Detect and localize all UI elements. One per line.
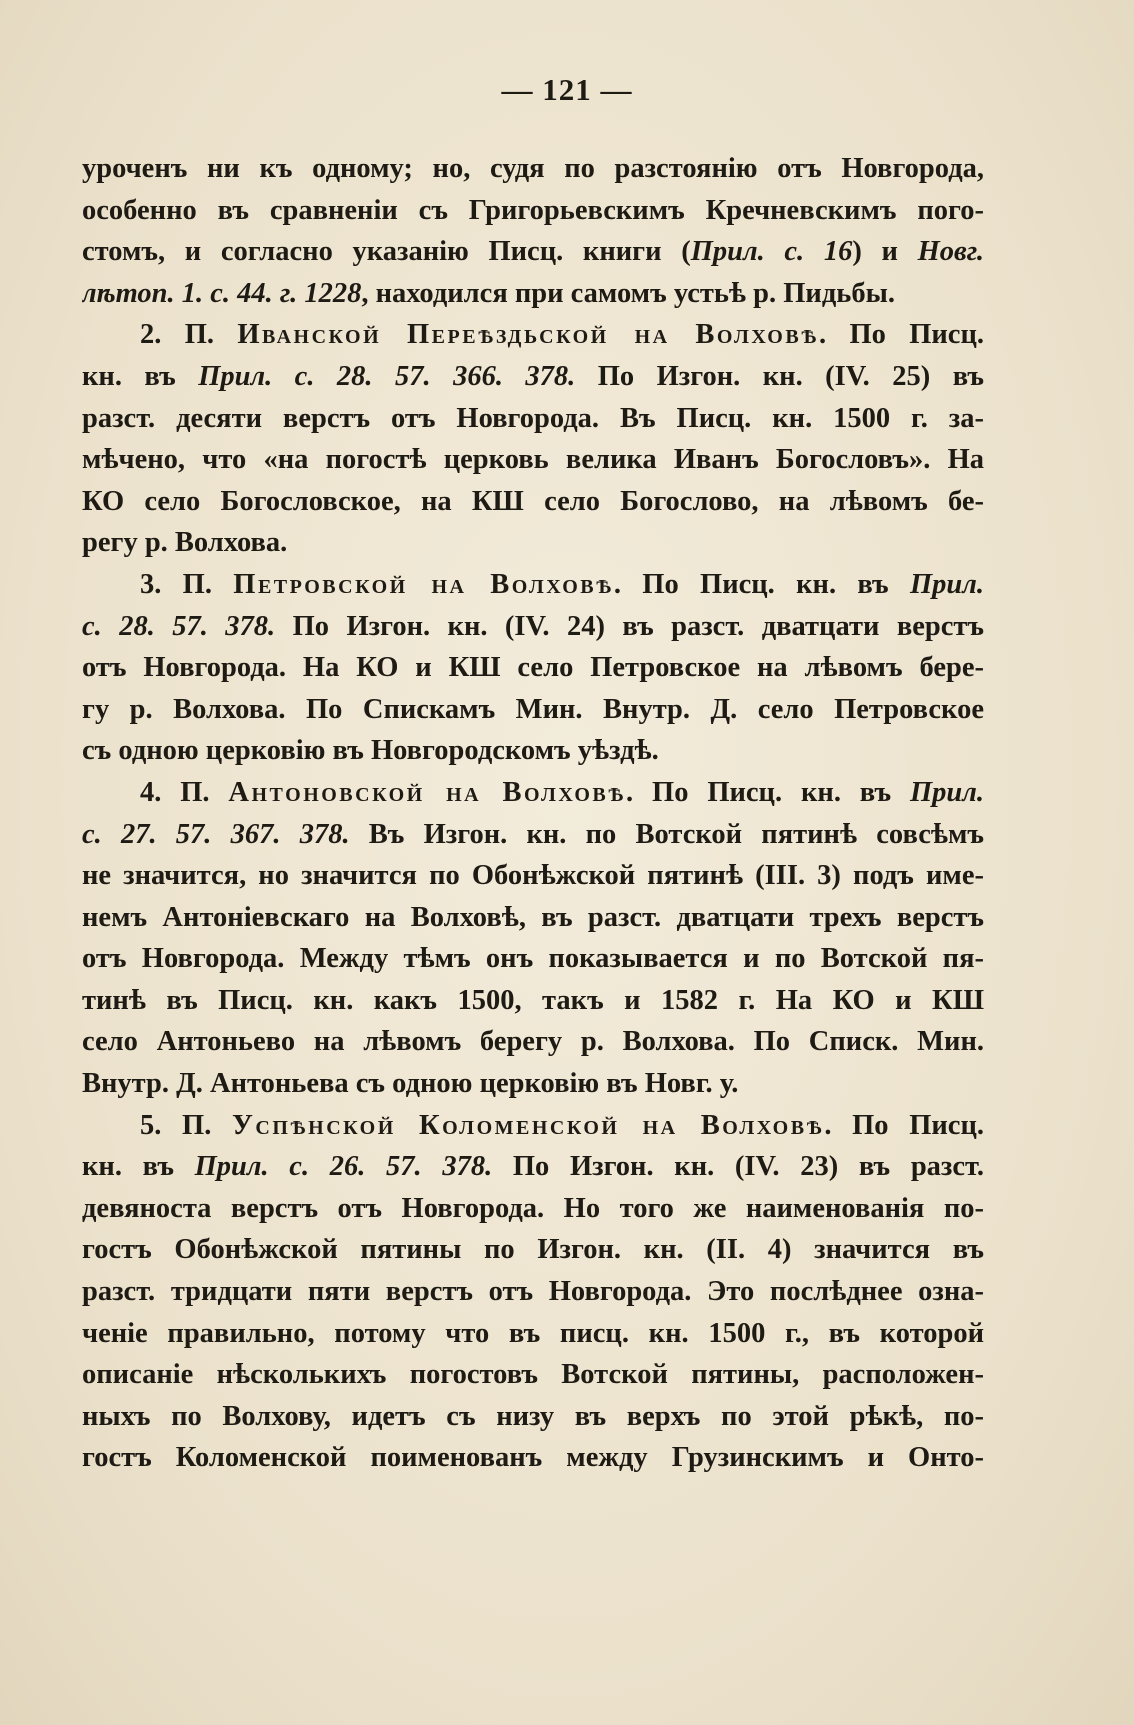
text-segment: , находился при самомъ устьѣ р. Пидьбы. <box>361 277 895 309</box>
text-line <box>82 1313 984 1355</box>
body-text <box>82 148 984 1479</box>
text-line <box>82 356 984 398</box>
text-segment: Внутр. Д. Антоньева съ одною церковію въ Новг. у. <box>82 1068 739 1100</box>
text-segment: ) и <box>852 236 918 268</box>
text-line <box>82 190 984 232</box>
text-segment: село Антоньево на лѣвомъ берегу р. Волхова. По Списк. Мин. <box>82 1026 984 1058</box>
citation: с. 28. 57. 378. <box>82 610 276 642</box>
text-line <box>82 398 984 440</box>
text-line <box>82 1105 984 1147</box>
text-segment: девяноста верстъ отъ Новгорода. Но того же наименованія по- <box>82 1192 984 1224</box>
text-segment: описаніе нѣсколькихъ погостовъ Вотской пятины, расположен- <box>82 1359 984 1391</box>
text-segment: гостъ Обонѣжской пятины по Изгон. кн. (II. 4) значится въ <box>82 1234 984 1266</box>
text-segment: 5. П. <box>140 1109 232 1141</box>
text-segment: мѣчено, что «на погостѣ церковь велика Иванъ Богословъ». На <box>82 444 984 476</box>
text-line <box>82 855 984 897</box>
text-segment: КО село Богословское, на КШ село Богослово, на лѣвомъ бе- <box>82 485 984 517</box>
text-segment: . По Писц. <box>818 319 984 351</box>
text-segment: отъ Новгорода. Между тѣмъ онъ показывается и по Вотской пя- <box>82 943 984 975</box>
text-line <box>82 730 984 772</box>
text-line <box>82 1188 984 1230</box>
section-heading: Иванской Переѣздьской на Волховѣ <box>237 319 819 351</box>
text-segment: отъ Новгорода. На КО и КШ село Петровское на лѣвомъ бере- <box>82 652 984 684</box>
text-segment: немъ Антоніевскаго на Волховѣ, въ разст. дватцати трехъ верстъ <box>82 901 984 933</box>
citation: лѣтоп. 1. с. 44. г. 1228 <box>82 277 362 309</box>
text-segment: По Изгон. кн. (IV. 24) въ разст. дватцати верстъ <box>275 610 984 642</box>
text-line <box>82 1063 984 1105</box>
text-segment: По Изгон. кн. (IV. 25) въ <box>575 360 984 392</box>
text-segment: гостъ Коломенской поименованъ между Грузинскимъ и Онто- <box>82 1442 984 1474</box>
text-segment: . По Писц. кн. въ <box>626 776 910 808</box>
text-segment: кн. въ <box>82 1151 195 1183</box>
text-line <box>82 772 984 814</box>
text-segment: уроченъ ни къ одному; но, судя по разстоянію отъ Новгорода, <box>82 153 984 184</box>
citation: с. 27. 57. 367. 378. <box>82 818 350 850</box>
text-segment: тинѣ въ Писц. кн. какъ 1500, такъ и 1582 г. На КО и КШ <box>82 984 984 1016</box>
text-line <box>82 897 984 939</box>
text-segment: кн. въ <box>82 360 199 392</box>
text-segment: 3. П. <box>140 568 234 600</box>
citation: Прил. <box>909 776 984 808</box>
text-line <box>82 1396 984 1438</box>
section-heading: Петровской на Волховѣ <box>233 568 614 600</box>
text-line <box>82 980 984 1022</box>
text-line <box>82 314 984 356</box>
text-line <box>82 814 984 856</box>
text-segment: особенно въ сравненіи съ Григорьевскимъ Кречневскимъ пого- <box>82 194 984 226</box>
text-segment: съ одною церковію въ Новгородскомъ уѣздѣ. <box>82 735 659 767</box>
text-segment: ныхъ по Волхову, идетъ съ низу въ верхъ по этой рѣкѣ, по- <box>82 1400 984 1432</box>
text-line <box>82 1021 984 1063</box>
text-line <box>82 148 984 190</box>
text-segment: регу р. Волхова. <box>82 527 288 559</box>
text-segment: . По Писц. кн. въ <box>613 568 910 600</box>
section-heading: Антоновской на Волховѣ <box>228 776 627 808</box>
text-line <box>82 1146 984 1188</box>
citation: Прил. <box>909 568 984 600</box>
text-line <box>82 1229 984 1271</box>
text-segment: 2. П. <box>140 319 238 351</box>
section-heading: Успѣнской Коломенской на Волховѣ <box>231 1109 825 1141</box>
text-segment: гу р. Волхова. По Спискамъ Мин. Внутр. Д. село Петровское <box>82 693 984 725</box>
text-line <box>82 938 984 980</box>
text-segment: стомъ, и согласно указанію Писц. книги ( <box>82 236 691 268</box>
text-line <box>82 1437 984 1479</box>
text-segment: 4. П. <box>140 776 229 808</box>
text-line <box>82 1271 984 1313</box>
text-segment: По Изгон. кн. (IV. 23) въ разст. <box>492 1151 984 1183</box>
text-line <box>82 439 984 481</box>
text-line <box>82 231 984 273</box>
citation: Прил. с. 16 <box>690 236 853 268</box>
page-number: — 121 — <box>501 72 633 107</box>
text-line <box>82 606 984 648</box>
text-segment: . По Писц. <box>824 1109 984 1141</box>
text-segment: разст. десяти верстъ отъ Новгорода. Въ Писц. кн. 1500 г. за- <box>82 402 984 434</box>
text-segment: не значится, но значится по Обонѣжской пятинѣ (III. 3) подъ име- <box>82 860 984 892</box>
citation: Прил. с. 26. 57. 378. <box>194 1151 493 1183</box>
citation: Прил. с. 28. 57. 366. 378. <box>198 360 576 392</box>
text-segment: ченіе правильно, потому что въ писц. кн. 1500 г., въ которой <box>82 1317 984 1349</box>
text-line <box>82 1354 984 1396</box>
text-line <box>82 689 984 731</box>
text-segment: Въ Изгон. кн. по Вотской пятинѣ совсѣмъ <box>349 818 984 850</box>
text-line <box>82 273 984 315</box>
text-segment: разст. тридцати пяти верстъ отъ Новгорода. Это послѣднее озна- <box>82 1276 984 1308</box>
text-line <box>82 647 984 689</box>
citation: Новг. <box>917 236 984 268</box>
text-line <box>82 564 984 606</box>
text-line <box>82 481 984 523</box>
text-line <box>82 522 984 564</box>
